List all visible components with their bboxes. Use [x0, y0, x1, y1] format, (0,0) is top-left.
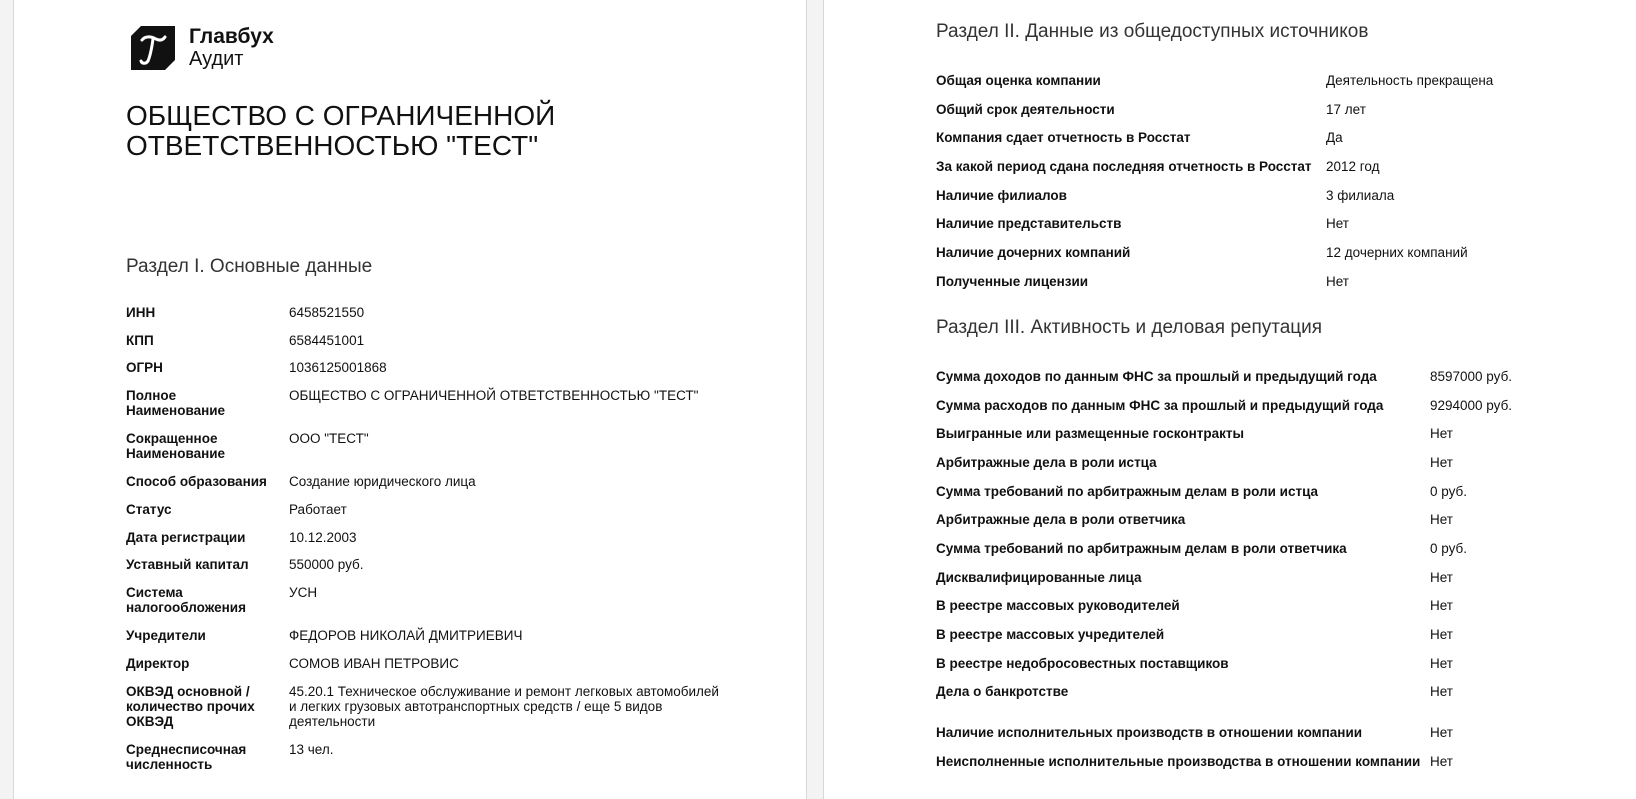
row-label: ОКВЭД основной / количество прочих ОКВЭД — [126, 684, 255, 729]
row-label: Дисквалифицированные лица — [936, 570, 1142, 585]
row-label: Сумма требований по арбитражным делам в роли ответчика — [936, 541, 1347, 556]
row-value: Нет — [1326, 216, 1349, 231]
row-label: Полученные лицензии — [936, 274, 1089, 289]
row-value: 0 руб. — [1430, 484, 1467, 499]
row-label: КПП — [126, 333, 154, 348]
row-value: 550000 руб. — [289, 557, 364, 572]
row-value: ООО "ТЕСТ" — [289, 431, 369, 446]
row-label: Наличие представительств — [936, 216, 1122, 231]
row-value: 2012 год — [1326, 159, 1380, 174]
row-value: СОМОВ ИВАН ПЕТРОВИС — [289, 656, 459, 671]
row-value: Да — [1326, 130, 1343, 145]
glavbukh-audit-logo — [129, 24, 274, 72]
row-label: Статус — [126, 502, 172, 517]
row-value: Нет — [1430, 512, 1453, 527]
row-label: Наличие филиалов — [936, 188, 1067, 203]
row-label: Сумма расходов по данным ФНС за прошлый и предыдущий года — [936, 398, 1384, 413]
row-label: За какой период сдана последняя отчетность в Росстат — [936, 159, 1312, 174]
section-1-title: Раздел I. Основные данные — [126, 256, 373, 277]
company-title: ОБЩЕСТВО С ОГРАНИЧЕННОЙ ОТВЕТСТВЕННОСТЬЮ "ТЕСТ" — [126, 100, 556, 161]
row-label: Общий срок деятельности — [936, 102, 1115, 117]
logo-line-1: Главбух — [189, 25, 274, 48]
row-label: В реестре массовых руководителей — [936, 598, 1180, 613]
row-label: Компания сдает отчетность в Росстат — [936, 130, 1191, 145]
row-value: УСН — [289, 585, 318, 600]
row-value: Создание юридического лица — [289, 474, 476, 489]
row-label: Полное Наименование — [126, 388, 226, 418]
row-value: 17 лет — [1326, 102, 1366, 117]
row-value: Нет — [1430, 627, 1453, 642]
row-label: В реестре недобросовестных поставщиков — [936, 656, 1229, 671]
row-value: Нет — [1430, 570, 1453, 585]
row-value: 45.20.1 Техническое обслуживание и ремонт легковых автомобилей и легких грузовых автотранспортных средств / еще 5 видов деятельности — [289, 684, 719, 729]
row-label: Дела о банкротстве — [936, 684, 1069, 699]
row-value: Нет — [1430, 725, 1453, 740]
row-value: Нет — [1430, 684, 1453, 699]
row-value: 1036125001868 — [289, 360, 387, 375]
row-value: 8597000 руб. — [1430, 369, 1513, 384]
document-page-right — [823, 0, 1636, 799]
row-label: Сокращенное Наименование — [126, 431, 226, 461]
row-label: Учредители — [126, 628, 206, 643]
row-value: Нет — [1430, 598, 1453, 613]
row-label: Сумма доходов по данным ФНС за прошлый и предыдущий года — [936, 369, 1377, 384]
row-label: Способ образования — [126, 474, 267, 489]
section-2-title: Раздел II. Данные из общедоступных источников — [936, 21, 1369, 42]
row-value: 12 дочерних компаний — [1326, 245, 1468, 260]
row-value: Нет — [1430, 455, 1453, 470]
row-label: Арбитражные дела в роли ответчика — [936, 512, 1186, 527]
row-label: Общая оценка компании — [936, 73, 1101, 88]
row-value: Работает — [289, 502, 347, 517]
row-value: ОБЩЕСТВО С ОГРАНИЧЕННОЙ ОТВЕТСТВЕННОСТЬЮ "ТЕСТ" — [289, 388, 699, 403]
row-value: 13 чел. — [289, 742, 334, 757]
row-label: Наличие дочерних компаний — [936, 245, 1131, 260]
row-value: 6584451001 — [289, 333, 365, 348]
row-label: В реестре массовых учредителей — [936, 627, 1165, 642]
row-value: Нет — [1430, 656, 1453, 671]
row-label: ИНН — [126, 305, 156, 320]
row-label: Директор — [126, 656, 190, 671]
row-value: 9294000 руб. — [1430, 398, 1513, 413]
section-3-title: Раздел III. Активность и деловая репутация — [936, 317, 1323, 338]
logo-line-2: Аудит — [189, 48, 244, 70]
row-label: Сумма требований по арбитражным делам в роли истца — [936, 484, 1319, 499]
row-value: Деятельность прекращена — [1326, 73, 1494, 88]
row-label: Система налогообложения — [126, 585, 246, 615]
row-label: Дата регистрации — [126, 530, 246, 545]
row-value: ФЕДОРОВ НИКОЛАЙ ДМИТРИЕВИЧ — [289, 628, 523, 643]
glavbukh-logo-icon — [129, 24, 177, 72]
row-label: Наличие исполнительных производств в отношении компании — [936, 725, 1363, 740]
row-value: 10.12.2003 — [289, 530, 357, 545]
row-label: Уставный капитал — [126, 557, 249, 572]
row-label: Неисполненные исполнительные производства в отношении компании — [936, 754, 1421, 769]
row-value: Нет — [1430, 426, 1453, 441]
row-label: ОГРН — [126, 360, 163, 375]
row-label: Выигранные или размещенные госконтракты — [936, 426, 1245, 441]
row-value: Нет — [1430, 754, 1453, 769]
document-page-left — [13, 0, 807, 799]
row-value: Нет — [1326, 274, 1349, 289]
row-value: 6458521550 — [289, 305, 365, 320]
row-label: Среднесписочная численность — [126, 742, 247, 772]
row-value: 3 филиала — [1326, 188, 1395, 203]
row-value: 0 руб. — [1430, 541, 1467, 556]
row-label: Арбитражные дела в роли истца — [936, 455, 1157, 470]
